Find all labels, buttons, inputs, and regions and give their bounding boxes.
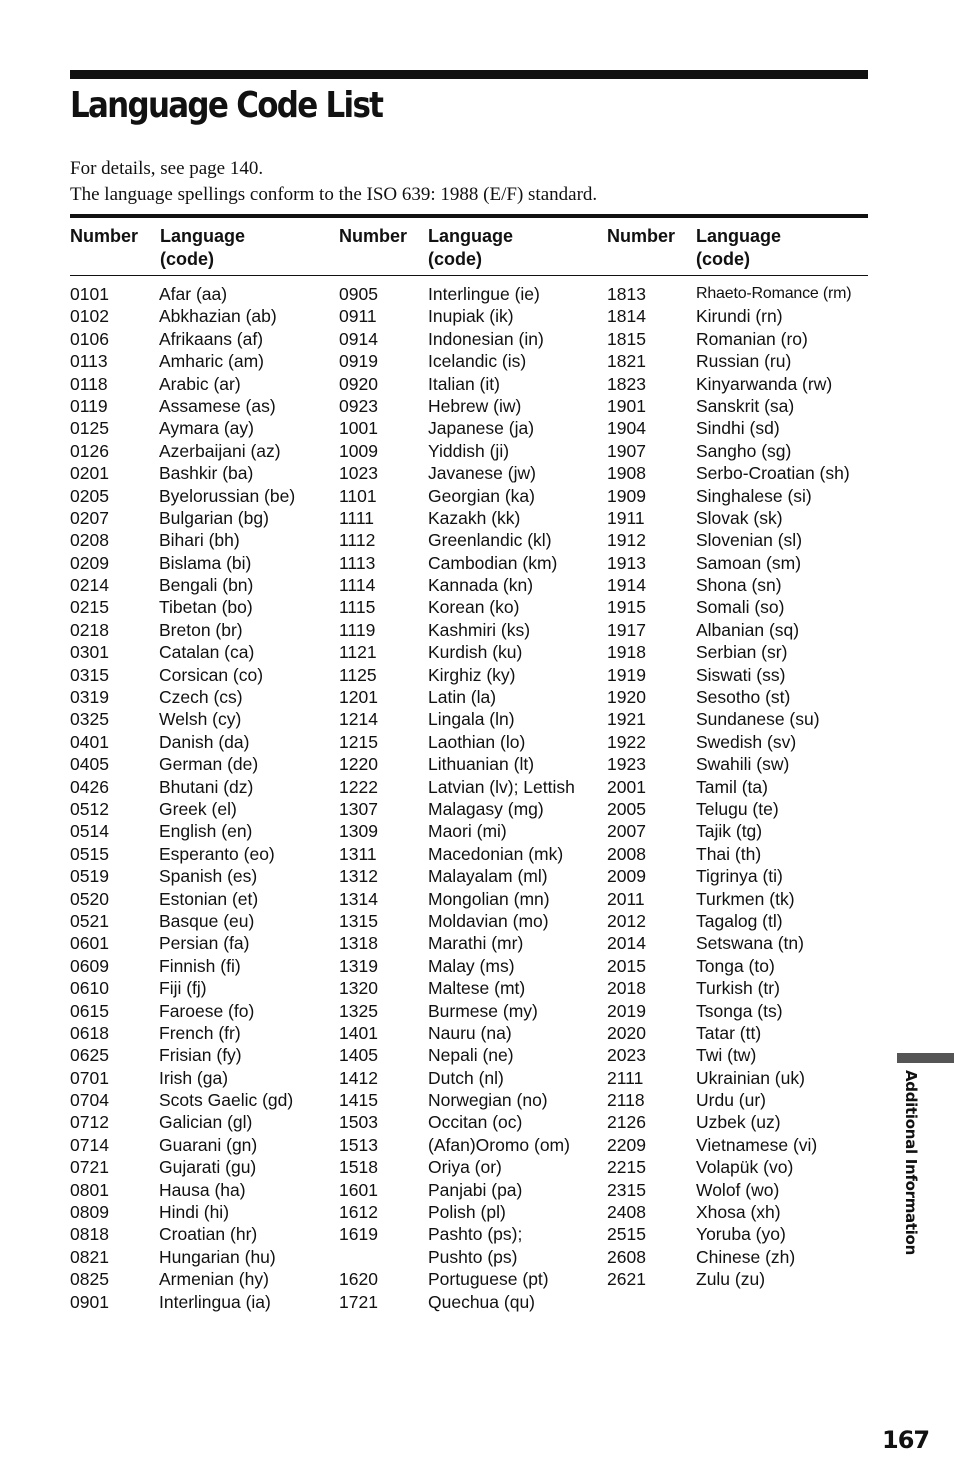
language-name: Marathi (mr)	[428, 933, 524, 954]
language-number: 0118	[70, 373, 108, 394]
language-name: Amharic (am)	[159, 351, 265, 372]
language-name: Italian (it)	[428, 373, 500, 394]
language-number: 1620	[339, 1269, 378, 1290]
language-name: Mongolian (mn)	[428, 888, 550, 909]
language-name: Croatian (hr)	[159, 1224, 258, 1245]
language-name: Ukrainian (uk)	[696, 1067, 805, 1088]
language-number: 0126	[70, 440, 109, 461]
language-number: 0209	[70, 552, 109, 573]
language-name: Faroese (fo)	[159, 1000, 255, 1021]
language-name: Sindhi (sd)	[696, 418, 780, 439]
language-number: 1904	[607, 418, 646, 439]
language-number: 1325	[339, 1000, 378, 1021]
header-language-line2: (code)	[160, 249, 214, 269]
language-number: 2011	[607, 888, 645, 909]
language-name: Turkish (tr)	[696, 978, 780, 999]
language-name: Burmese (my)	[428, 1000, 538, 1021]
language-name: Welsh (cy)	[159, 709, 242, 730]
language-name: Rhaeto-Romance (rm)	[696, 285, 852, 302]
language-name: Bashkir (ba)	[159, 463, 254, 484]
language-number: 0821	[70, 1246, 109, 1267]
language-number: 2023	[607, 1045, 646, 1066]
language-number: 1114	[339, 575, 376, 596]
intro-text	[70, 156, 597, 208]
language-name: Frisian (fy)	[159, 1045, 242, 1066]
language-name: Azerbaijani (az)	[159, 440, 281, 461]
header-language	[160, 225, 245, 271]
language-number: 1513	[339, 1134, 378, 1155]
language-number: 2126	[607, 1112, 646, 1133]
language-number: 1412	[339, 1067, 378, 1088]
language-number: 0809	[70, 1202, 109, 1223]
language-number: 0905	[339, 284, 378, 304]
language-number: 0215	[70, 597, 109, 618]
language-name: Lithuanian (lt)	[428, 754, 535, 775]
table-top-rule	[70, 214, 868, 218]
language-number: 1201	[339, 687, 378, 708]
language-name: Guarani (gn)	[159, 1134, 258, 1155]
page-number: 167	[882, 1426, 930, 1454]
header-language	[428, 225, 513, 271]
language-number: 1113	[339, 552, 376, 573]
language-name: Finnish (fi)	[159, 955, 241, 976]
top-rule	[70, 70, 868, 79]
language-number: 0319	[70, 687, 109, 708]
language-name: Afrikaans (af)	[159, 328, 264, 349]
language-number: 1115	[339, 597, 376, 618]
language-name: German (de)	[159, 754, 259, 775]
language-name: Byelorussian (be)	[159, 485, 296, 506]
language-number: 0610	[70, 978, 109, 999]
header-language-line1: Language	[160, 226, 246, 246]
language-number: 1918	[607, 642, 646, 663]
language-number: 1111	[339, 507, 375, 528]
language-number: 0609	[70, 955, 109, 976]
language-name: Somali (so)	[696, 597, 785, 618]
language-name: Urdu (ur)	[696, 1090, 767, 1111]
intro-line-standard: The language spellings conform to the ISO 639: 1988 (E/F) standard.	[70, 184, 598, 205]
language-name: Xhosa (xh)	[696, 1202, 781, 1223]
language-name: Czech (cs)	[159, 687, 243, 708]
language-name: Zulu (zu)	[696, 1269, 766, 1290]
language-name: Armenian (hy)	[159, 1269, 269, 1290]
language-number: 0919	[339, 351, 378, 372]
language-name: Swahili (sw)	[696, 754, 790, 775]
language-number: 1813	[607, 284, 646, 304]
language-name: English (en)	[159, 821, 253, 842]
language-number: 1815	[607, 328, 646, 349]
language-name: Greenlandic (kl)	[428, 530, 552, 551]
language-number: 1518	[339, 1157, 378, 1178]
language-number: 1920	[607, 687, 646, 708]
language-number: 1215	[339, 731, 378, 752]
language-number: 1023	[339, 463, 378, 484]
language-name: Esperanto (eo)	[159, 843, 275, 864]
language-name: Javanese (jw)	[428, 463, 536, 484]
language-name: Arabic (ar)	[159, 373, 241, 394]
language-name: Malay (ms)	[428, 955, 515, 976]
language-number: 1315	[339, 910, 378, 931]
language-name: Spanish (es)	[159, 866, 258, 887]
language-name: Malagasy (mg)	[428, 798, 544, 819]
language-number: 1401	[339, 1022, 378, 1043]
language-name: Interlingue (ie)	[428, 284, 540, 304]
language-number: 1319	[339, 955, 378, 976]
language-name: Laothian (lo)	[428, 731, 526, 752]
language-name: Serbo-Croatian (sh)	[696, 463, 850, 484]
language-name: Panjabi (pa)	[428, 1179, 523, 1200]
language-name: Abkhazian (ab)	[159, 306, 277, 327]
language-number: 2608	[607, 1246, 646, 1267]
language-name: Basque (eu)	[159, 910, 255, 931]
language-number: 0714	[70, 1134, 109, 1155]
language-name: Malayalam (ml)	[428, 866, 548, 887]
language-number: 0102	[70, 306, 109, 327]
language-name: Thai (th)	[696, 843, 762, 864]
language-number: 0514	[70, 821, 109, 842]
language-name: Kazakh (kk)	[428, 507, 521, 528]
header-number: Number	[339, 226, 408, 246]
language-number: 0801	[70, 1179, 109, 1200]
language-number: 0101	[70, 284, 109, 304]
language-number: 1919	[607, 664, 646, 685]
language-name: Tajik (tg)	[696, 821, 763, 842]
language-number: 2018	[607, 978, 646, 999]
language-name: Pashto (ps);	[428, 1224, 523, 1245]
language-name: Assamese (as)	[159, 395, 276, 416]
language-name: Pushto (ps)	[428, 1246, 518, 1267]
language-number: 0113	[70, 351, 108, 372]
language-number: 0205	[70, 485, 109, 506]
language-number: 0519	[70, 866, 109, 887]
language-name: Afar (aa)	[159, 284, 228, 304]
language-name: Sanskrit (sa)	[696, 395, 795, 416]
language-name: Singhalese (si)	[696, 485, 812, 506]
language-number: 1915	[607, 597, 646, 618]
language-name: Siswati (ss)	[696, 664, 786, 685]
language-number: 1619	[339, 1224, 378, 1245]
language-number: 0426	[70, 776, 109, 797]
language-name: Nepali (ne)	[428, 1045, 514, 1066]
language-name: Swedish (sv)	[696, 731, 797, 752]
language-number: 0521	[70, 910, 109, 931]
language-name: Tonga (to)	[696, 955, 775, 976]
language-name: Danish (da)	[159, 731, 250, 752]
language-name: Wolof (wo)	[696, 1179, 780, 1200]
language-name: Turkmen (tk)	[696, 888, 795, 909]
language-name: Bihari (bh)	[159, 530, 240, 551]
language-number: 1923	[607, 754, 646, 775]
page-title: Language Code List	[70, 85, 383, 126]
language-number: 0825	[70, 1269, 109, 1290]
language-number: 2111	[607, 1067, 644, 1088]
language-name: Hausa (ha)	[159, 1179, 246, 1200]
language-number: 0625	[70, 1045, 109, 1066]
language-name: Russian (ru)	[696, 351, 792, 372]
language-name: Slovak (sk)	[696, 507, 783, 528]
language-number: 0218	[70, 619, 109, 640]
language-name: Corsican (co)	[159, 664, 264, 685]
language-number: 1214	[339, 709, 378, 730]
language-name: Maori (mi)	[428, 821, 507, 842]
language-name: Romanian (ro)	[696, 328, 808, 349]
language-number: 1913	[607, 552, 646, 573]
language-name: Hindi (hi)	[159, 1202, 230, 1223]
language-number: 0207	[70, 507, 109, 528]
language-number: 1821	[607, 351, 646, 372]
language-number: 2007	[607, 821, 646, 842]
language-name: Irish (ga)	[159, 1067, 229, 1088]
language-name: Volapük (vo)	[696, 1157, 794, 1178]
language-name: Setswana (tn)	[696, 933, 804, 954]
language-number: 2001	[607, 776, 646, 797]
language-name: Occitan (oc)	[428, 1112, 523, 1133]
language-name: Bhutani (dz)	[159, 776, 254, 797]
language-name: Latin (la)	[428, 687, 497, 708]
language-name: Slovenian (sl)	[696, 530, 803, 551]
language-number: 1612	[339, 1202, 378, 1223]
language-name: Aymara (ay)	[159, 418, 254, 439]
language-number: 1922	[607, 731, 646, 752]
language-number: 1314	[339, 888, 378, 909]
language-number: 1601	[339, 1179, 378, 1200]
language-number: 0201	[70, 463, 109, 484]
language-number: 1009	[339, 440, 378, 461]
language-name: Sangho (sg)	[696, 440, 792, 461]
language-name: Lingala (ln)	[428, 709, 515, 730]
header-language-line2: (code)	[696, 249, 750, 269]
language-number: 1119	[339, 619, 376, 640]
language-name: Indonesian (in)	[428, 328, 544, 349]
language-number: 1814	[607, 306, 646, 327]
language-name: Cambodian (km)	[428, 552, 558, 573]
language-name: Hebrew (iw)	[428, 395, 522, 416]
language-number: 1908	[607, 463, 646, 484]
language-name: Kinyarwanda (rw)	[696, 373, 833, 394]
language-number: 0106	[70, 328, 109, 349]
language-number: 2408	[607, 1202, 646, 1223]
language-name: Albanian (sq)	[696, 619, 800, 640]
language-name: Yiddish (ji)	[428, 440, 510, 461]
language-number: 0901	[70, 1291, 109, 1312]
header-language-line1: Language	[428, 226, 514, 246]
language-number: 1912	[607, 530, 646, 551]
language-number: 2215	[607, 1157, 646, 1178]
language-number: 1320	[339, 978, 378, 999]
language-number: 0920	[339, 373, 378, 394]
side-tab	[898, 1070, 928, 1255]
language-number: 1909	[607, 485, 646, 506]
language-number: 1901	[607, 395, 646, 416]
header-language-line1: Language	[696, 226, 782, 246]
language-name: French (fr)	[159, 1022, 241, 1043]
language-name: Tagalog (tl)	[696, 910, 783, 931]
language-name: Telugu (te)	[696, 798, 779, 819]
language-number: 0914	[339, 328, 378, 349]
language-name: Icelandic (is)	[428, 351, 527, 372]
language-name: Inupiak (ik)	[428, 306, 514, 327]
language-number: 0208	[70, 530, 109, 551]
header-number: Number	[607, 226, 676, 246]
language-number: 1101	[339, 485, 377, 506]
language-number: 0405	[70, 754, 109, 775]
language-name: Galician (gl)	[159, 1112, 253, 1133]
language-name: Kirundi (rn)	[696, 306, 783, 327]
language-number: 2008	[607, 843, 646, 864]
language-name: Kannada (kn)	[428, 575, 534, 596]
language-name: Portuguese (pt)	[428, 1269, 549, 1290]
language-number: 2005	[607, 798, 646, 819]
language-number: 1220	[339, 754, 378, 775]
language-name: Nauru (na)	[428, 1022, 512, 1043]
language-number: 0214	[70, 575, 109, 596]
language-number: 0601	[70, 933, 109, 954]
language-name: Kashmiri (ks)	[428, 619, 531, 640]
language-name: Quechua (qu)	[428, 1291, 536, 1312]
language-name: Gujarati (gu)	[159, 1157, 257, 1178]
language-number: 0615	[70, 1000, 109, 1021]
language-number: 2015	[607, 955, 646, 976]
language-name: Latvian (lv); Lettish	[428, 776, 575, 797]
language-name: Georgian (ka)	[428, 485, 535, 506]
language-number: 1405	[339, 1045, 378, 1066]
language-name: Dutch (nl)	[428, 1067, 504, 1088]
language-number: 0125	[70, 418, 109, 439]
language-name: Tsonga (ts)	[696, 1000, 783, 1021]
language-number: 0315	[70, 664, 109, 685]
language-number: 1307	[339, 798, 378, 819]
language-name: Breton (br)	[159, 619, 243, 640]
language-number: 2621	[607, 1269, 646, 1290]
language-number: 1503	[339, 1112, 378, 1133]
language-name: Tigrinya (ti)	[696, 866, 783, 887]
language-number: 0520	[70, 888, 109, 909]
language-number: 1415	[339, 1090, 378, 1111]
language-name: Tatar (tt)	[696, 1022, 762, 1043]
language-number: 0721	[70, 1157, 109, 1178]
language-name: Macedonian (mk)	[428, 843, 564, 864]
header-language	[696, 225, 781, 271]
language-name: Fiji (fj)	[159, 978, 207, 999]
language-name: Tamil (ta)	[696, 776, 768, 797]
language-name: Scots Gaelic (gd)	[159, 1090, 294, 1111]
language-number: 0325	[70, 709, 109, 730]
language-number: 2020	[607, 1022, 646, 1043]
language-name: Kirghiz (ky)	[428, 664, 516, 685]
language-name: Moldavian (mo)	[428, 910, 549, 931]
language-name: Polish (pl)	[428, 1202, 506, 1223]
language-number: 2009	[607, 866, 646, 887]
language-number: 1312	[339, 866, 378, 887]
language-name: Vietnamese (vi)	[696, 1134, 818, 1155]
header-rule	[70, 275, 868, 276]
language-number: 2014	[607, 933, 646, 954]
language-number: 0618	[70, 1022, 109, 1043]
language-number: 1001	[339, 418, 378, 439]
language-number: 2118	[607, 1090, 645, 1111]
language-name: Shona (sn)	[696, 575, 782, 596]
side-tab-bar	[897, 1053, 954, 1063]
language-number: 0701	[70, 1067, 109, 1088]
language-number: 1823	[607, 373, 646, 394]
intro-line-details: For details, see page 140.	[70, 158, 264, 179]
header-number: Number	[70, 226, 139, 246]
language-number: 1721	[339, 1291, 378, 1312]
language-number: 0301	[70, 642, 109, 663]
language-number: 1914	[607, 575, 646, 596]
language-name: Samoan (sm)	[696, 552, 802, 573]
language-number: 0401	[70, 731, 109, 752]
language-name: Bulgarian (bg)	[159, 507, 269, 528]
language-number: 0704	[70, 1090, 109, 1111]
language-number: 0512	[70, 798, 109, 819]
language-name: Bengali (bn)	[159, 575, 254, 596]
language-name: Estonian (et)	[159, 888, 259, 909]
language-number: 0923	[339, 395, 378, 416]
language-name: Serbian (sr)	[696, 642, 788, 663]
language-number: 2515	[607, 1224, 646, 1245]
language-name: Catalan (ca)	[159, 642, 255, 663]
language-name: (Afan)Oromo (om)	[428, 1134, 570, 1155]
language-number: 0712	[70, 1112, 109, 1133]
language-number: 2012	[607, 910, 646, 931]
language-name: Korean (ko)	[428, 597, 520, 618]
language-number: 2019	[607, 1000, 646, 1021]
language-number: 1911	[607, 507, 645, 528]
language-number: 1309	[339, 821, 378, 842]
header-language-line2: (code)	[428, 249, 482, 269]
side-tab-label: Additional Information	[902, 1070, 920, 1255]
language-name: Maltese (mt)	[428, 978, 526, 999]
language-name: Hungarian (hu)	[159, 1246, 276, 1267]
language-name: Persian (fa)	[159, 933, 250, 954]
language-name: Uzbek (uz)	[696, 1112, 781, 1133]
language-number: 1125	[339, 664, 377, 685]
language-number: 1921	[607, 709, 646, 730]
language-name: Oriya (or)	[428, 1157, 502, 1178]
language-name: Bislama (bi)	[159, 552, 252, 573]
language-number: 0911	[339, 306, 377, 327]
language-name: Sesotho (st)	[696, 687, 791, 708]
language-name: Chinese (zh)	[696, 1246, 796, 1267]
language-name: Interlingua (ia)	[159, 1291, 271, 1312]
language-name: Yoruba (yo)	[696, 1224, 786, 1245]
language-number: 1311	[339, 843, 377, 864]
language-name: Twi (tw)	[696, 1045, 757, 1066]
language-name: Norwegian (no)	[428, 1090, 548, 1111]
language-number: 1112	[339, 530, 376, 551]
language-number: 2315	[607, 1179, 646, 1200]
language-number: 1222	[339, 776, 378, 797]
language-name: Japanese (ja)	[428, 418, 535, 439]
language-number: 1907	[607, 440, 646, 461]
language-number: 1121	[339, 642, 377, 663]
language-name: Kurdish (ku)	[428, 642, 523, 663]
language-name: Greek (el)	[159, 798, 237, 819]
language-number: 0818	[70, 1224, 109, 1245]
language-number: 0515	[70, 843, 109, 864]
language-name: Tibetan (bo)	[159, 597, 253, 618]
language-number: 0119	[70, 395, 108, 416]
language-number: 1917	[607, 619, 646, 640]
language-name: Sundanese (su)	[696, 709, 820, 730]
language-number: 2209	[607, 1134, 646, 1155]
language-number: 1318	[339, 933, 378, 954]
